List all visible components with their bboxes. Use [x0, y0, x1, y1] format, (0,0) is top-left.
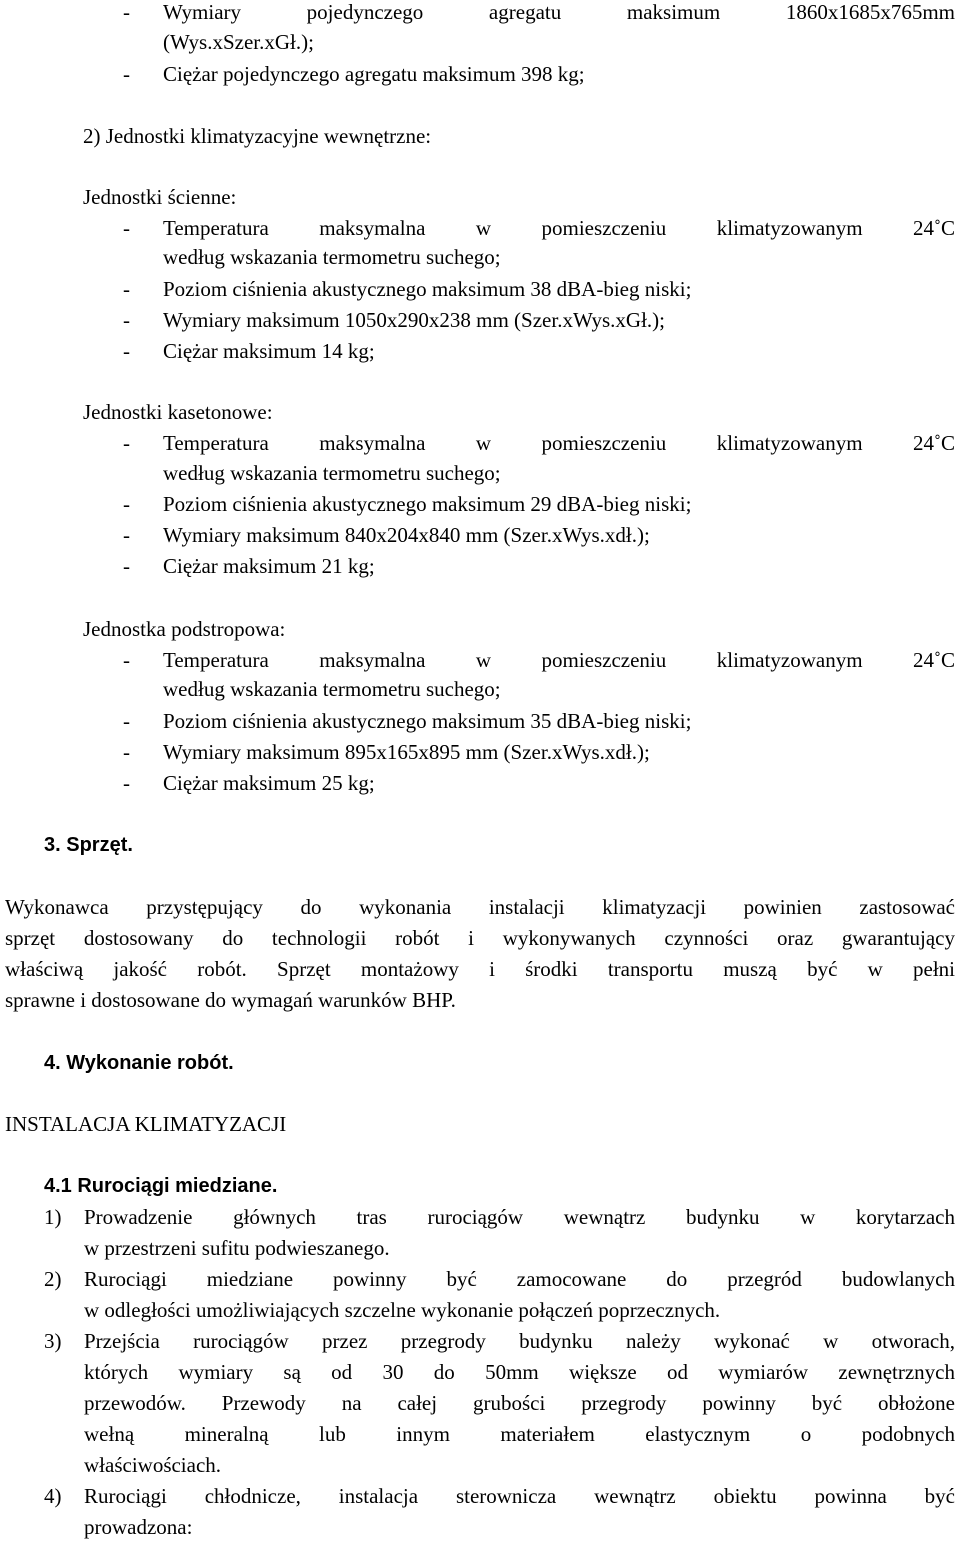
equipment-para-line3: właściwą jakość robót. Sprzęt montażowy i środki transportu muszą być w pełni	[5, 957, 955, 981]
ceiling-weight: Ciężar maksimum 25 kg;	[163, 771, 375, 795]
ceiling-temp-line1: Temperatura maksymalna w pomieszczeniu klimatyzowanym 24˚C	[163, 648, 955, 672]
item1-line2: w przestrzeni sufitu podwieszanego.	[84, 1236, 390, 1260]
item2-line1: Rurociągi miedziane powinny być zamocowane do przegród budowlanych	[84, 1267, 955, 1291]
bullet-dash: -	[123, 492, 130, 516]
ceiling-noise: Poziom ciśnienia akustycznego maksimum 35 dBA-bieg niski;	[163, 709, 692, 733]
item-number: 3)	[44, 1329, 62, 1353]
bullet-dash: -	[123, 216, 130, 240]
cassette-noise: Poziom ciśnienia akustycznego maksimum 29 dBA-bieg niski;	[163, 492, 692, 516]
ceiling-unit-heading: Jednostka podstropowa:	[83, 617, 286, 641]
equipment-para-line2: sprzęt dostosowany do technologii robót i wykonywanych czynności oraz gwarantujący	[5, 926, 955, 950]
bullet-dash: -	[123, 648, 130, 672]
cassette-temp-line2: według wskazania termometru suchego;	[163, 461, 501, 485]
bullet-dash: -	[123, 709, 130, 733]
cassette-units-heading: Jednostki kasetonowe:	[83, 400, 273, 424]
bullet-dash: -	[123, 0, 130, 24]
item4-line2: prowadzona:	[84, 1515, 193, 1539]
bullet-dash: -	[123, 771, 130, 795]
equipment-para-line1: Wykonawca przystępujący do wykonania instalacji klimatyzacji powinien zastosować	[5, 895, 955, 919]
cassette-temp-line1: Temperatura maksymalna w pomieszczeniu klimatyzowanym 24˚C	[163, 431, 955, 455]
aggregate-dimensions-line1: Wymiary pojedynczego agregatu maksimum 1860x1685x765mm	[163, 0, 955, 24]
item3-line4: wełną mineralną lub innym materiałem elastycznym o podobnych	[84, 1422, 955, 1446]
bullet-dash: -	[123, 431, 130, 455]
item2-line2: w odległości umożliwiających szczelne wykonanie połączeń poprzecznych.	[84, 1298, 721, 1322]
item-number: 1)	[44, 1205, 62, 1229]
copper-pipes-heading: 4.1 Rurociągi miedziane.	[44, 1175, 278, 1197]
bullet-dash: -	[123, 308, 130, 332]
bullet-dash: -	[123, 277, 130, 301]
bullet-dash: -	[123, 523, 130, 547]
equipment-para-line4: sprawne i dostosowane do wymagań warunków BHP.	[5, 988, 456, 1012]
wall-dims: Wymiary maksimum 1050x290x238 mm (Szer.xWys.xGł.);	[163, 308, 666, 332]
bullet-dash: -	[123, 62, 130, 86]
cassette-dims: Wymiary maksimum 840x204x840 mm (Szer.xWys.xdł.);	[163, 523, 650, 547]
item3-line1: Przejścia rurociągów przez przegrody budynku należy wykonać w otworach,	[84, 1329, 955, 1353]
wall-temp-line2: według wskazania termometru suchego;	[163, 245, 501, 269]
item3-line3: przewodów. Przewody na całej grubości przegrody powinny być obłożone	[84, 1391, 955, 1415]
aggregate-weight: Ciężar pojedynczego agregatu maksimum 398 kg;	[163, 62, 585, 86]
cassette-weight: Ciężar maksimum 21 kg;	[163, 554, 375, 578]
bullet-dash: -	[123, 740, 130, 764]
wall-temp-line1: Temperatura maksymalna w pomieszczeniu klimatyzowanym 24˚C	[163, 216, 955, 240]
item1-line1: Prowadzenie głównych tras rurociągów wewnątrz budynku w korytarzach	[84, 1205, 955, 1229]
item4-line1: Rurociągi chłodnicze, instalacja sterownicza wewnątrz obiektu powinna być	[84, 1484, 955, 1508]
wall-units-heading: Jednostki ścienne:	[83, 185, 237, 209]
item-number: 4)	[44, 1484, 62, 1508]
execution-heading: 4. Wykonanie robót.	[44, 1052, 234, 1074]
bullet-dash: -	[123, 339, 130, 363]
wall-weight: Ciężar maksimum 14 kg;	[163, 339, 375, 363]
bullet-dash: -	[123, 554, 130, 578]
ceiling-temp-line2: według wskazania termometru suchego;	[163, 677, 501, 701]
aggregate-dimensions-line2: (Wys.xSzer.xGł.);	[163, 30, 314, 54]
wall-noise: Poziom ciśnienia akustycznego maksimum 38 dBA-bieg niski;	[163, 277, 692, 301]
equipment-heading: 3. Sprzęt.	[44, 834, 133, 856]
item3-line2: których wymiary są od 30 do 50mm większe od wymiarów zewnętrznych	[84, 1360, 955, 1384]
item3-line5: właściwościach.	[84, 1453, 222, 1477]
indoor-units-heading: 2) Jednostki klimatyzacyjne wewnętrzne:	[83, 124, 432, 148]
ceiling-dims: Wymiary maksimum 895x165x895 mm (Szer.xWys.xdł.);	[163, 740, 650, 764]
installation-heading: INSTALACJA KLIMATYZACJI	[5, 1112, 287, 1136]
item-number: 2)	[44, 1267, 62, 1291]
